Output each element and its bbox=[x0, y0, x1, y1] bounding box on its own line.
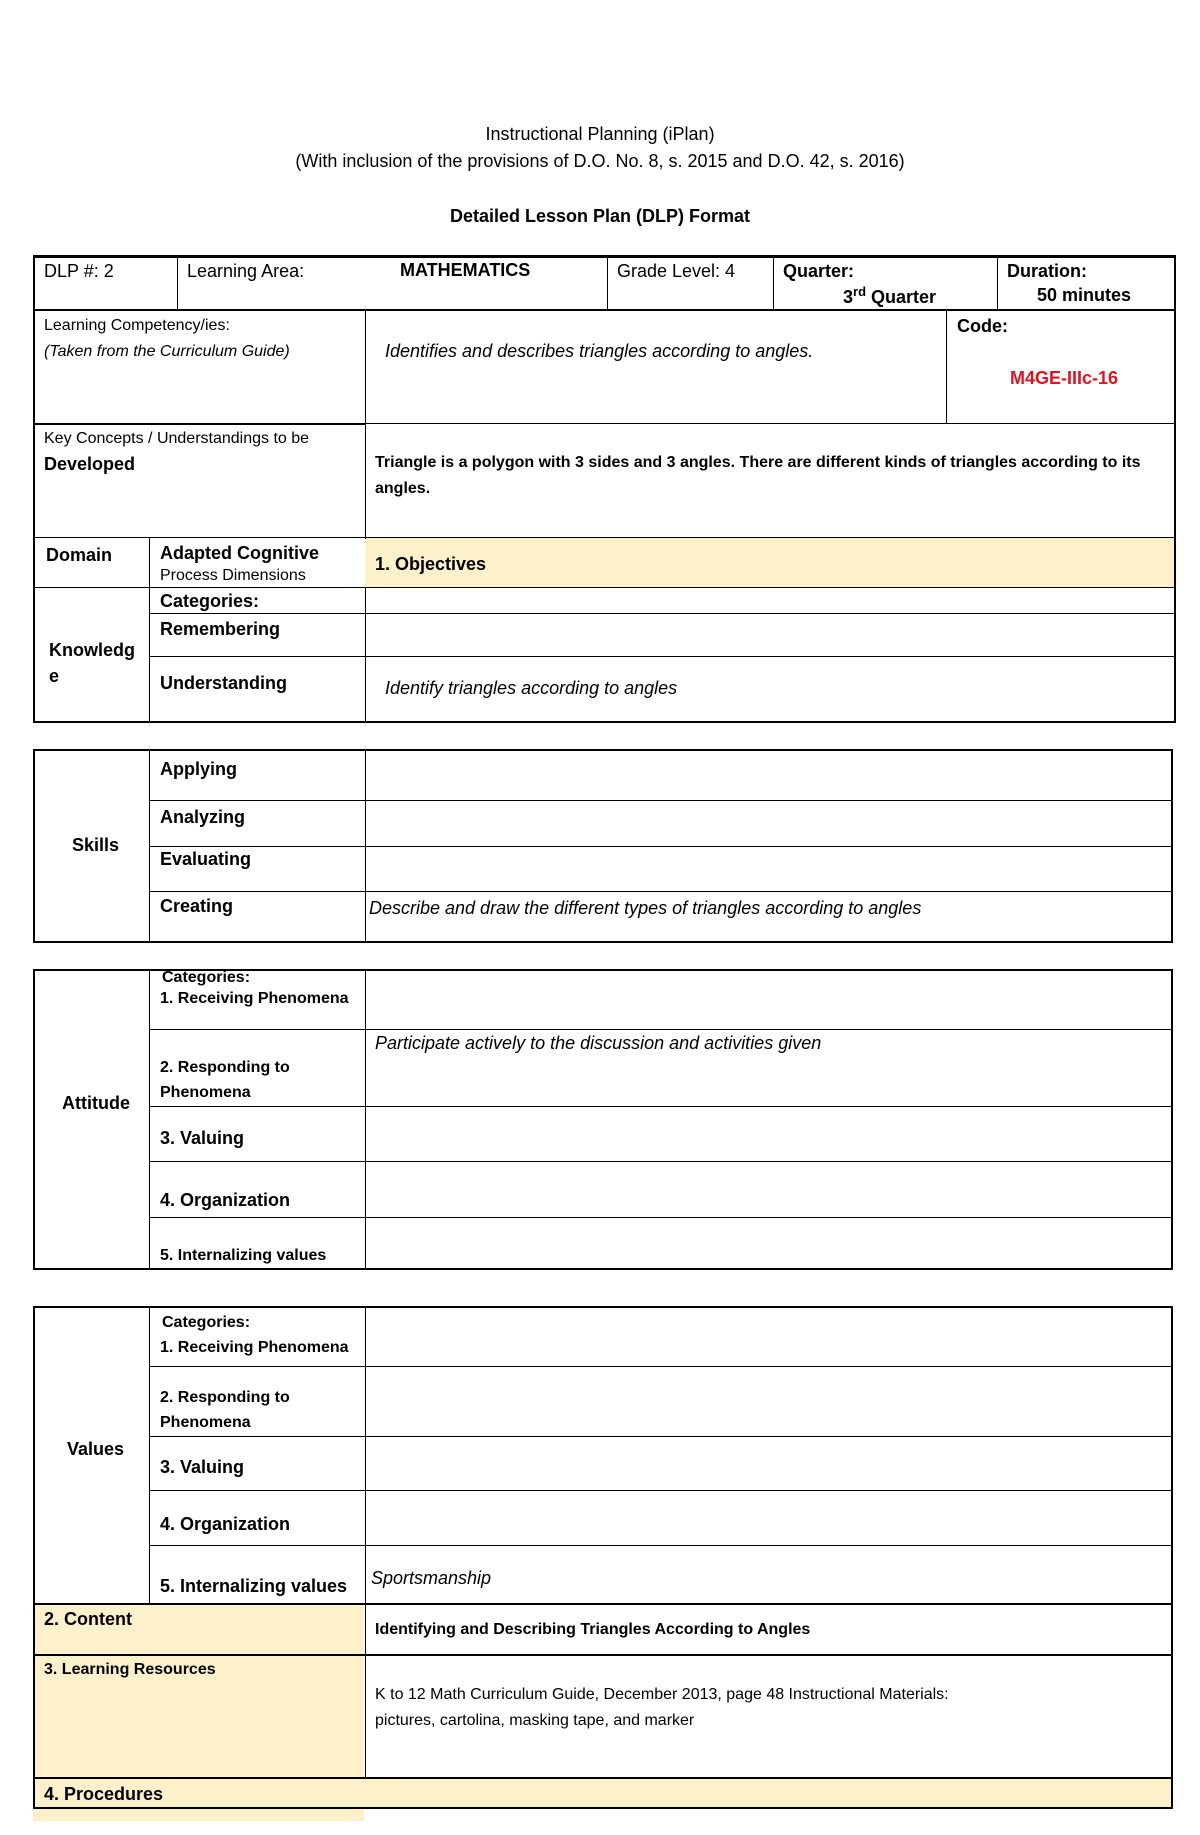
learning-area-value: MATHEMATICS bbox=[400, 260, 531, 280]
values-responding-2: Phenomena bbox=[160, 1414, 251, 1431]
competency-label: Learning Competency/ies: bbox=[44, 317, 230, 334]
knowledge-label-2: e bbox=[49, 666, 60, 686]
domain-header: Domain bbox=[46, 545, 113, 565]
applying-label: Applying bbox=[160, 759, 237, 779]
values-categories: Categories: bbox=[162, 1314, 251, 1331]
dlp-number: DLP #: 2 bbox=[44, 261, 114, 281]
attitude-categories: Categories: bbox=[162, 969, 251, 986]
key-concepts-value: Triangle is a polygon with 3 sides and 3 angles. There are different kinds of triangles according to its bbox=[375, 454, 1141, 471]
competency-source: (Taken from the Curriculum Guide) bbox=[44, 343, 290, 360]
content-value: Identifying and Describing Triangles According to Angles bbox=[375, 1621, 811, 1638]
key-concepts-label-2: Developed bbox=[44, 454, 136, 474]
procedures-highlight bbox=[33, 1778, 1173, 1808]
quarter-label: Quarter: bbox=[783, 261, 855, 281]
duration-value: 50 minutes bbox=[1037, 285, 1132, 305]
attitude-internalizing: 5. Internalizing values bbox=[160, 1247, 327, 1264]
grade-level: Grade Level: 4 bbox=[617, 261, 736, 281]
objectives-header: 1. Objectives bbox=[375, 554, 487, 574]
attitude-receiving: 1. Receiving Phenomena bbox=[160, 990, 349, 1007]
process-dimensions-header: Process Dimensions bbox=[160, 567, 306, 584]
format-title: Detailed Lesson Plan (DLP) Format bbox=[449, 206, 751, 226]
knowledge-categories: Categories: bbox=[160, 591, 260, 611]
key-concepts-value-2: angles. bbox=[375, 480, 431, 497]
attitude-label: Attitude bbox=[62, 1093, 130, 1113]
quarter-value: 3rd Quarter bbox=[843, 284, 937, 307]
attitude-organization: 4. Organization bbox=[160, 1190, 291, 1210]
values-internalizing-value: Sportsmanship bbox=[371, 1568, 492, 1588]
evaluating-label: Evaluating bbox=[160, 849, 252, 869]
attitude-responding-value: Participate actively to the discussion and activities given bbox=[375, 1033, 822, 1053]
code-value: M4GE-IIIc-16 bbox=[1010, 368, 1119, 388]
creating-value: Describe and draw the different types of triangles according to angles bbox=[369, 898, 922, 918]
objectives-highlight bbox=[365, 538, 1175, 587]
duration-label: Duration: bbox=[1007, 261, 1087, 281]
values-valuing: 3. Valuing bbox=[160, 1457, 245, 1477]
code-label: Code: bbox=[957, 316, 1008, 336]
attitude-responding-2: Phenomena bbox=[160, 1084, 251, 1101]
values-responding: 2. Responding to bbox=[160, 1389, 290, 1406]
procedures-label: 4. Procedures bbox=[44, 1784, 164, 1804]
attitude-valuing: 3. Valuing bbox=[160, 1128, 245, 1148]
page-subtitle: (With inclusion of the provisions of D.O. No. 8, s. 2015 and D.O. 42, s. 2016) bbox=[295, 151, 905, 171]
creating-label: Creating bbox=[160, 896, 234, 916]
values-organization: 4. Organization bbox=[160, 1514, 291, 1534]
competency-value: Identifies and describes triangles according to angles. bbox=[385, 341, 814, 361]
remembering-label: Remembering bbox=[160, 619, 281, 639]
values-label: Values bbox=[67, 1439, 125, 1459]
analyzing-label: Analyzing bbox=[160, 807, 246, 827]
learning-area-label: Learning Area: bbox=[187, 261, 305, 281]
understanding-label: Understanding bbox=[160, 673, 288, 693]
learning-resources-label: 3. Learning Resources bbox=[44, 1661, 216, 1678]
attitude-responding: 2. Responding to bbox=[160, 1059, 290, 1076]
page-title: Instructional Planning (iPlan) bbox=[485, 124, 715, 144]
content-label: 2. Content bbox=[44, 1609, 132, 1629]
learning-resources-value-2: pictures, cartolina, masking tape, and marker bbox=[375, 1712, 695, 1729]
values-internalizing: 5. Internalizing values bbox=[160, 1576, 348, 1596]
values-receiving: 1. Receiving Phenomena bbox=[160, 1339, 349, 1356]
understanding-value: Identify triangles according to angles bbox=[385, 678, 678, 698]
knowledge-label: Knowledg bbox=[49, 640, 135, 660]
learning-resources-value: K to 12 Math Curriculum Guide, December 2013, page 48 Instructional Materials: bbox=[375, 1686, 949, 1703]
skills-label: Skills bbox=[72, 835, 120, 855]
adapted-cognitive-header: Adapted Cognitive bbox=[160, 543, 320, 563]
key-concepts-label: Key Concepts / Understandings to be bbox=[44, 430, 310, 447]
